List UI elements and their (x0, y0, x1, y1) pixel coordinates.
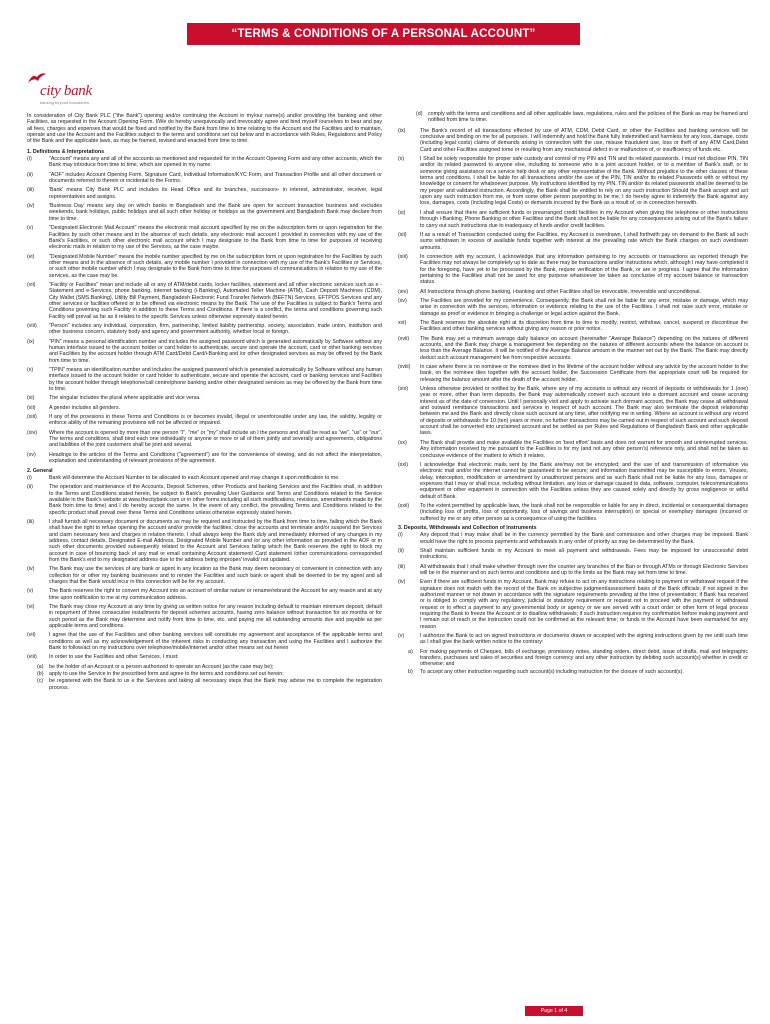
item-number: (xx) (398, 439, 407, 446)
item-number: (d) (416, 111, 423, 117)
item-text: Bank will determine the Account Number to be allocated to each Account opened and may change it upon notification to me. (49, 474, 340, 481)
item-text: I shall ensure that there are sufficient funds or prearranged credit facilities in my Account when giving the telephone or other instructions through i-Banking, Phone Banking or other Facilities and the Bank shall not be liable for any consequences arising out of the Bank's failure to carry out such instructions due to inadequacy of funds and/or credit facilities. (420, 209, 748, 229)
item-text: The Bank may close my Account at any time by giving us written notice for any reason including default to maintain minimum deposit, default in repayment of three consecutive installments for deposit schemes accounts, having zero balance without transaction for six months or for such period as the Bank may determine and notify from time to time, etc. and paying me all outstanding amounts due and payable as per applicable terms and conditions. (49, 604, 382, 630)
list-item (37, 671, 382, 677)
item-number: (iv) (27, 566, 35, 573)
logo-wordmark: city bank (40, 83, 92, 99)
list-item (398, 532, 748, 545)
item-number: (v) (398, 633, 405, 640)
item-number: (xiii) (27, 414, 37, 421)
page-number: Page 1 of 4 (540, 1008, 568, 1014)
list-item (416, 111, 748, 124)
item-text: The Bank shall provide and make available the Facilities on 'best effort' basis and does not warrant for smooth and uninterrupted services. Any information received by me pursuant to the Facilities is for my (and not any other person's) reference only, and shall not be taken as conclusive evidence of the matters to which it relates. (420, 439, 748, 459)
list-item (27, 566, 382, 585)
item-number: (iii) (27, 187, 35, 194)
logo-tagline: banking beyond boundaries (40, 101, 90, 105)
item-number: (a) (37, 663, 44, 670)
list-item (27, 604, 382, 629)
item-text: "AOF" includes Account Opening Form, Signature Card, Individual Information/KYC Form, and Transaction Profile and all other document or documents referred to therein or incidental to the Forms. (49, 171, 382, 185)
item-text: To the extent permitted by applicable laws, the bank shall not be responsible or liable for any in direct, incidental or consequential damages (including loss of profits, loss of opportunity, loss of savings and business interruption) or special or exemplary damages (incurred or suffered by me or any other person as a consequence of using the facilities. (420, 502, 748, 522)
terms-list-continued (398, 128, 748, 522)
item-number: (xv) (398, 297, 407, 304)
item-text: In case where there is no nominee or the nominee died in the lifetime of the account holder without any advice by the account holder to the bank, on the nominee dies together with the account holder, the Succession Certificate from the appropriate court will be required for releasing the balance amount after the death of the account holder. (420, 364, 748, 383)
item-text: "PIN" means a personal identification number and includes the assigned password which is generated automatically by Software without any human interface issued to the account holder or card holder to authenticate, secure and operate the account, card or other banking services and Facilities by the account holder through ATM Card/Debit Card/i-Banking and /or other designated services as may be offered by the Bank from time to time. (49, 338, 382, 364)
item-text: "Facility or Facilities" mean and include all or any of ATM/debit cards, locker facilities, statement and all other electronic services such as e -Statement and e-Services, phone banking, internet banking (i-Banking), Automated Teller Machine (ATM), Cash Deposit Machines (CDM), City Wallet (SMS Banking), Utility Bill Payment, Bangladesh Electronic Fund Transfer Network (BEFTN) Services, EFTPOS Services and any other services or facilities offered or to be offered via electronic means by the Bank. The use of the Facilities is subject to Bank's Terms and Conditions governing such Facility in addition to these Terms and Conditions. If there is a conflict, the terms and conditions governing such Facility will prevail as far as it relates to the specific Services unless otherwise expressly stated herein. (49, 281, 382, 320)
item-number: (i) (27, 156, 32, 163)
list-item (398, 320, 748, 333)
list-item (398, 289, 748, 295)
item-number: (ii) (398, 547, 404, 554)
item-number: (xiii) (398, 253, 408, 260)
list-item (27, 519, 382, 563)
item-text: Headings to the articles of the Terms and Conditions ("agreement") are for the convenience of viewing, and do not affect the interpretation, explanation and understanding of relevant provisions of the agreement. (49, 451, 382, 465)
item-number: (iii) (398, 563, 406, 570)
list-item (398, 579, 748, 630)
list-item (27, 187, 382, 200)
item-number: a) (408, 648, 413, 655)
item-text: In order to use the Facilities and other Services, I must: (49, 654, 179, 661)
list-item (37, 678, 382, 691)
left-text-column (27, 113, 382, 692)
item-text: 'Business Day' means any day on which banks in Bangladesh and the Bank are open for account transaction business and excludes weekends, bank holidays, public holidays and all such other holiday or holidays as the government and Bangladesh Bank may declare from time to time. (49, 203, 382, 222)
item-text: be the holder of an Account or a person authorized to operate an Account (as the case may be); (49, 663, 274, 670)
item-number: (vii) (27, 632, 36, 639)
list-item (27, 484, 382, 516)
item-text: "TPIN" means an identification number and includes the assigned password which is generated automatically by Software without any human interface issued to the account holder or card holder to authenticate, secure and operate the account, card or banking services and Facilities by the account holder through telephone/call centre/phone banking and/or other designated services as may be offered by the Bank from time to time. (49, 367, 382, 393)
list-item (398, 564, 748, 577)
item-text: I shall furnish all necessary document or documents as may be required and instructed by the Bank from time to time, failing which the Bank shall have the right to refuse opening the account and/or provide the facilities, close the accounts and terminate and/or suspend the Services and claim necessary fees and charges in relation thereto. I shall always keep the Bank duly and immediately informed of any changes in my address, contact details, Designated E-mail Address, Designated Mobile Number and /or any other information as provided in the AOF or in such other documents provided subsequently related to the Account and Services failing which the Bank reserves the right to block my account in case of bouncing back of any mail or email containing Account statement/ Card statement /other communications corresponded from the Bank's end to my designated address due to the address being improper/ invalid/ not updated. (49, 518, 382, 563)
item-number: (xi) (27, 395, 35, 402)
definitions-list (27, 156, 382, 464)
item-number: (iv) (398, 579, 406, 586)
list-item (398, 548, 748, 561)
item-number: (vii) (27, 281, 36, 288)
document-title: “TERMS & CONDITIONS OF A PERSONAL ACCOUNT” (231, 28, 536, 40)
item-text: comply with the terms and conditions and all other applicable laws, regulations, rules and the policies of the Bank as may be framed and notified from time to time. (428, 111, 748, 124)
item-text: For making payments of Cheques, bills of exchange, promissory notes, standing orders, direct debit, issue of drafts, mail and telegraphic transfers, purchases and sales of securities and foreign currency and any other instruction by debiting such account(s) whether in credit or otherwise; and (420, 648, 748, 668)
list-item (27, 632, 382, 651)
list-item (398, 364, 748, 383)
deposits-list (398, 532, 748, 646)
item-text: I acknowledge that electronic mails sent by the Bank are/may not be encrypted; and the use of and transmission of information via electronic mail and/or the internet cannot be guaranteed to be secure; and information transmitted may be susceptible to errors, Viruses, delay, interception, modification or amendment by unauthorized persons and as such Bank shall not be liable for any loss, damages or expenses that I may or shall incur, including without limitation, any loss or damage caused to data, software, computer, telecommunications equipment or other equipment in connection with the Facilities unless they are caused solely and directly by gross negligence or wilful default of Bank. (420, 461, 748, 500)
item-text: be registered with the Bank to us e the Services and taking all necessary steps that the Bank may advise me to complete the registration process. (49, 678, 382, 691)
item-text: If any of the provisions in these Terms and Conditions is or becomes invalid, illegal or unenforceable under any law, the validity, legality or enforce ability of the remaining provisions will not be affected or impaired. (49, 414, 382, 427)
list-item (27, 395, 382, 401)
list-item (27, 225, 382, 250)
general-viii-sublist (27, 664, 382, 691)
item-text: Where the account is opened by more than one person "I", "me" or "my" shall include an I the persons and shall be read as "we", "us" or "our". The terms and conditions, shall bind each one individually or anyone or more or all of them jointly and severally and agreements, obligations and liabilities of the joint customers shall be joint and several. (49, 429, 382, 449)
list-item (27, 203, 382, 222)
item-number: (ii) (27, 171, 33, 178)
section-heading-deposits: 3. Deposits, Withdrawals and Collection of Instruments (398, 524, 537, 531)
item-text: All Instructions through phone banking, i-banking and other Facilities shall be irrevocable, irreversible and unconditional. (420, 288, 701, 295)
list-item (408, 669, 748, 675)
section-heading-definitions: 1. Definitions & Interpretations (27, 148, 105, 155)
item-number: (i) (27, 474, 32, 481)
list-item (398, 210, 748, 229)
list-item (408, 649, 748, 668)
item-text: "Person" includes any individual, corporation, firm, partnership, limited liability partnership, society, association, trade union, institution and other business concern, statutory body and agency and government authority, whether local or foreign. (49, 322, 382, 336)
item-text: The Bank reserves the absolute right at its discretion from time to time to modify, restrict, withdraw, cancel, suspend or discontinue the Facilities and other banking services without giving any reason or prior notice. (420, 319, 748, 333)
item-text: The operation and maintenance of the Accounts, Deposit Schemes, other Products and banking Services and the Facilities shall, in addition to the Terms and Conditions stated herein, be subject to Bank's prevailing User Guidance and Terms and Conditions related to the Service available in the Bank's website at www.thecitybank.com or in other forms including all such modifications, revisions, amendments made by the Bank from time to time) and I do hereby accept the same. In the event of any conflict, the prevailing Terms and Conditions related to the specific product shall prevail over these Terms and Conditions unless otherwise expressly stated herein. (49, 484, 382, 516)
item-number: (ix) (398, 127, 406, 134)
item-text: The Facilities are provided for my convenience. Consequently, the Bank shall not be liable for any error, mistake or damage, which may arise in connection with the services, information or evidence relating to the use of the Facilities. I shall not raise such error, mistake or damage as proof or evidence in bringing a challenge or legal action against the Bank. (420, 297, 748, 317)
item-number: (xxi) (398, 461, 409, 468)
list-item (27, 282, 382, 320)
list-item (27, 367, 382, 392)
item-text: 'Bank' means City Bank PLC and includes its Head Office and its branches, successors- in interest, administrator, receiver, legal representatives and assigns. (49, 187, 382, 200)
list-item (398, 633, 748, 646)
item-number: (viii) (27, 654, 37, 661)
list-item (27, 475, 382, 481)
item-number: (viii) (27, 322, 37, 329)
general-list (27, 475, 382, 661)
item-number: (xxii) (398, 502, 410, 509)
deposits-v-sublist (398, 649, 748, 675)
item-text: If as a result of Transaction conducted using the Facilities, my Account is overdrawn, I shall forthwith pay on demand to the Bank all such sums withdrawn in excess of available funds together with interest at the prevailing rate which the Bank charges on such overdrawn amounts. (420, 231, 748, 251)
item-number: xvi) (398, 319, 407, 326)
item-number: (iii) (27, 518, 35, 525)
list-item (27, 654, 382, 660)
list-item (27, 323, 382, 336)
item-number: (xviii) (398, 364, 411, 371)
item-text: I authorize the Bank to act on signed instructions or documents drawn or accepted with the signing instructions given by me until such time as I shall give the bank written notice to the contrary: (420, 633, 748, 646)
item-number: (xiv) (27, 429, 38, 436)
list-item (398, 232, 748, 251)
item-text: Even if there are sufficient funds in my Account, Bank may refuse to act on any instructions relating to payment or withdrawal request if the signature does not match with the record of the Bank on subjective judgment/assessment basis of the Bank officials; if not signed in the authorized manner or not drawn in accordance with the signature requirements prevailing at the time of presentation; if Bank has received or is obliged to comply with any regulatory, judicial or statutory requirement or request not to proceed with the payment or withdrawal request or to effect a payment to any governmental body or agency or we are served with a court order or other form of legal process requiring the Bank to freeze the Account or to disallow withdrawals; if such instruction requires my confirmation before making payment and I remain out of reach or the instruction could not be confirmed at the relevant time; or funds in the Account have been earmarked for any reason (420, 579, 748, 630)
item-number: (c) (37, 678, 44, 685)
list-item (398, 298, 748, 317)
page-number-badge (525, 1006, 583, 1016)
list-item (398, 386, 748, 437)
item-number: (xix) (398, 386, 409, 393)
list-item (27, 452, 382, 465)
list-item (27, 172, 382, 185)
item-number: (xi) (398, 209, 406, 216)
list-item (27, 414, 382, 427)
item-number: (v) (27, 225, 34, 232)
item-number: (x) (398, 156, 405, 163)
list-item (27, 405, 382, 411)
item-text: The Bank may set a minimum average daily balance on account (hereinafter "Average Balance") depending on the natures of different accounts, and the Bank may charge a management fee depending on the natures of different accounts where the balance on account is less than the Average Balance. It will be notified of the Average Balance amount in the manner set out by the Bank. The Bank may directly deduct such account management fee from respective accounts. (420, 335, 748, 361)
item-text: To accept any other instruction regarding such account(s) including instruction for the closure of such account(s). (420, 668, 684, 675)
item-number: (v) (27, 588, 34, 595)
list-item (398, 254, 748, 286)
document-title-banner (187, 23, 580, 45)
item-text: A gender includes all genders. (49, 404, 120, 411)
item-text: In connection with my account, I acknowledge that any information pertaining to my accounts or transactions as reported through the Facilities may not always be completely up to date as there may be transactions and/or instructions which, although I may have completed it for the foregoing, have yet to be processed by the Bank, require verification of the Bank, or are in progress. I agree that the information pertaining to the Facilities shall not be used for any purpose whatsoever be taken as conclusive of my account balance or transaction status. (420, 253, 748, 286)
item-text: Any deposit that I may make shall be in the currency permitted by the Bank and commission and other charges may be imposed. Bank would have the right to process payments and withdrawals in any order of priority as may be determined by the Bank. (420, 532, 748, 545)
item-number: b) (408, 668, 413, 675)
section-heading-general: 2. General (27, 467, 53, 474)
item-number: (xvii) (398, 335, 410, 342)
list-item (27, 430, 382, 449)
item-text: apply to use the Service in the prescribed form and agree to the terms and conditions set out herein; (49, 671, 284, 678)
item-number: (xii) (398, 231, 407, 238)
item-number: (iv) (27, 203, 35, 210)
intro-paragraph: In consideration of City Bank PLC ("the Bank") opening and/or continuing the Account in my/our name(s) and/or providing the banking and other Facilities, as requested in the Account Opening Form, I/We do hereby unequivocally and irrevocably agree and bind myself /ourselves to bear and pay all fees, charges and expenses that would be fixed and notified by the Bank from time to time relating to the Account and the Facilities and to maintain, operate and use the Account and the Facilities subject to the terms and conditions set out below and in accordance with Rules, Regulations and Policy of the Bank and the applicable laws, as may be framed, revised and enacted from time to time. (27, 113, 382, 145)
item-number: (x) (27, 367, 34, 374)
list-item (27, 156, 382, 169)
item-text: The Bank may use the services of any bank or agent in any location as the Bank may deem necessary or convenient in connection with any collection for or other my banking businesses and to render the Facilities and such bank or agent shall be deemed to be my agent and all charges that the Bank would incur in this connection will be for my account. (49, 566, 382, 585)
list-item (27, 254, 382, 279)
list-item (398, 128, 748, 153)
list-item (27, 588, 382, 601)
list-item (398, 440, 748, 459)
item-number: (b) (37, 671, 44, 678)
item-text: "Designated Mobile Number" means the mobile number specified by me on the subscription form or upon registration for the Facilities by such other means and in the absence of such details, any mobile number I provided in connection with my use of the Bank's Facilities or Services, or such other mobile number which I may designate to the Bank from time to time for purposes of communications in relation to my use of the services, as the case may be. (49, 253, 382, 279)
item-text: I Shall be solely responsible for proper safe custody and control of my PIN and TIN and its related passwords. I must not disclose PIN, TIN and/or its related password to anyone else, including to someone who is a joint account holder, or to a member of Bank's staff, or to someone giving assistance on a service help desk or any other representative of the Bank. Without prejudice to the other clauses of these terms and conditions, I shall be liable for all transactions and/or the use of the PIN, TIN and/or its related Passwords with or without my knowledge or consent for whatsoever purpose. My instructions identified by my PIN, TIN and/or its related passwords shall be deemed to be my proper and validated instruction. Accordingly, the Bank shall be entitled to rely on any such instruction Should the Bank accept and act upon any such instruction from me, or from some other person purporting to be me, I do hereby agree to indemnify the Bank against any loss, damages, costs (including legal Costs) or demands incurred by the Bank as a result of, or in connection herewith. (420, 156, 748, 207)
item-number: (xiv) (398, 288, 409, 295)
item-number: (vi) (27, 604, 35, 611)
item-text: All withdrawals that I shall make whether through over the counter any branches of the Ban or through ATMs or through Electronic Services will be in the manner and on such terms and conditions and up to the limits as the Bank may set from time to time. (420, 563, 748, 576)
item-text: "Account" means any and all of the accounts as mentioned and requested for in the Account Opening Form and any other accounts, which the Bank may introduce from time to time, which are opened in my name. (49, 156, 382, 169)
item-number: (xii) (27, 404, 36, 411)
item-text: "Designated Electronic Mail Account" means the electronic mail account specified by me on the subscription form or upon registration for the Facilities by such other means and in the absence of such details, any electronic mail account I provided in connection with my use of the Bank's Facilities, or such other electronic mail account which I may designate to the Bank from time to time for purposes of receiving electronic mails in relation to my use of the Services, as the case maybe. (49, 225, 382, 251)
item-text: The Bank reserves the right to convert my Account into an account of similar nature or rename/rebrand the Account for any reason and at any time upon notification to me at my communication address. (49, 588, 382, 601)
list-item (398, 336, 748, 361)
city-bank-logo (26, 75, 166, 105)
item-text: Unless otherwise provided or notified by the Bank, where any of my accounts is without any record of deposits or withdrawals for 1 (one) year or more, other than term deposits, the Bank may automatically convert such account into a dormant account and cease accruing interest as of the date of conversion. Until I personally visit and apply to activate such dormant account, the Bank may cease all withdrawal and outward remittance transactions and services in respect of such account. The Bank may also terminate the deposit relationship between me and the Bank and directly close such account at any time, after notifying me in writing. Where an account is without any record of deposits or withdrawals for 10 (ten) years or more, no further transactions may be carried out in respect of such account and such deposit account shall be converted into unclaimed account and be settled as per Rules and Regulations of Bangladesh Bank and other applicable laws. (420, 386, 748, 437)
item-number: (i) (398, 532, 403, 539)
item-text: Shall maintain sufficient funds in my Account to meet all payment and withdrawals. Fees may be imposed for unsuccessful debit instructions. (420, 547, 748, 561)
list-item (37, 664, 382, 670)
list-item (27, 339, 382, 364)
list-item (398, 156, 748, 207)
list-item (398, 503, 748, 522)
item-text: I agree that the use of the Facilities and other banking services will constitute my agreement and acceptance of the applicable terms and conditions as well as my acknowledgement of the inherent risks in conducting any transaction and using the Facilities and I authorize the Bank to follow/act on my instructions over telephone/mobile/internet and/or other means set out herein (49, 632, 382, 652)
right-text-column (398, 111, 748, 676)
item-text: The singular includes the plural where applicable and vice versa. (49, 395, 201, 402)
item-number: (ix) (27, 338, 35, 345)
item-number: (xv) (27, 451, 36, 458)
item-number: (ii) (27, 484, 33, 491)
list-item (398, 462, 748, 500)
item-text: The Bank's record of all transactions effected by use of ATM, CDM, Debit Card, or other the Facilities and banking services will be conclusive and binding on me for all purposes. I will indemnify and hold the Bank fully indemnified and harmless for any loss, damage, costs (including legal costs) claims of demands arising in connection with the use, misuse fraudulent use, loss or theft of any ATM Card,Debit Card and other Facilities assigned tome or resulting from any mechanical defect in or malfunction of, or insufficiency of funds etc. (420, 127, 748, 153)
item-number: (vi) (27, 253, 35, 260)
